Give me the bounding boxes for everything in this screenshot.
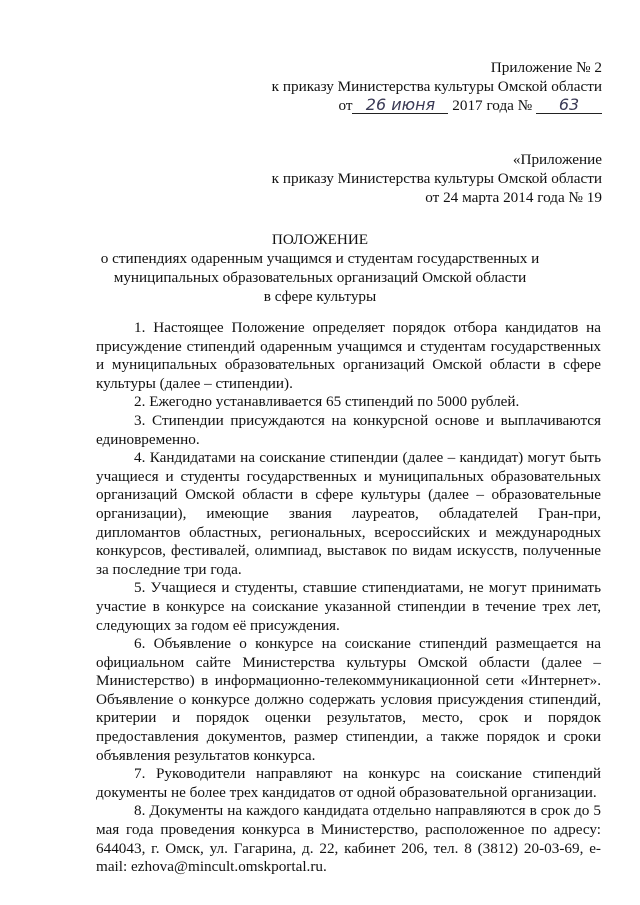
handwritten-date: 26 июня [352, 97, 448, 114]
annex-original-header [272, 150, 602, 207]
handwritten-order-number: 63 [536, 97, 602, 114]
annex-current-header [272, 58, 602, 115]
annex-date-line [272, 96, 602, 115]
annex-order-reference: к приказу Министерства культуры Омской области [271, 78, 602, 95]
title-heading: ПОЛОЖЕНИЕ [271, 231, 369, 248]
paragraph-7: 7. Руководители направляют на конкурс на соискание стипендий документы не более трех кандидатов от одной образовательной организации. [96, 765, 601, 801]
annex-original-title: «Приложение [512, 151, 602, 168]
annex-title: Приложение № 2 [490, 59, 602, 76]
document-title [80, 230, 560, 306]
annex-original-date-line: от 24 марта 2014 года № 19 [425, 189, 602, 206]
paragraph-1: 1. Настоящее Положение определяет порядок отбора кандидатов на присуждение стипендий одаренным учащимся и студентам государственных и муниципальных образовательных организаций Омской области в сфере культуры (далее – стипендии). [96, 319, 601, 392]
paragraph-6: 6. Объявление о конкурсе на соискание стипендий размещается на официальном сайте Министерства культуры Омской области (далее – Министерство) в информационно-телекоммуникационной сети «Интернет». Объявление о конкурсе должно содержать условия присуждения стипендий, критерии и порядок оценки результатов, место, срок и порядок предоставления документов, размер стипендии, а также порядок и сроки объявления результатов конкурса. [96, 635, 601, 764]
paragraph-3: 3. Стипендии присуждаются на конкурсной основе и выплачиваются единовременно. [96, 411, 601, 448]
date-year: 2017 года № [452, 97, 533, 114]
title-line-2: муниципальных образовательных организаций Омской области [113, 269, 527, 286]
paragraph-2: 2. Ежегодно устанавливается 65 стипендий по 5000 рублей. [134, 393, 520, 411]
paragraph-8: 8. Документы на каждого кандидата отдельно направляются в срок до 5 мая года проведения конкурса в Министерство, расположенное по адресу: 644043, г. Омск, ул. Гагарина, д. 22, кабинет 206, тел. 8 (3812) 20-03-69, e-mail: ezhova@mincult.omskportal.ru. [96, 802, 601, 876]
paragraph-4: 4. Кандидатами на соискание стипендии (далее – кандидат) могут быть учащиеся и студенты государственных и муниципальных образовательных организаций Омской области в сфере культуры (далее – образовательные организации), имеющие звания лауреатов, обладателей Гран-при, дипломантов областных, региональных, всероссийских и международных конкурсов, фестивалей, олимпиад, выставок по видам искусств, полученные за последние три года. [96, 449, 601, 578]
annex-original-order-reference: к приказу Министерства культуры Омской области [271, 170, 602, 187]
paragraph-5: 5. Учащиеся и студенты, ставшие стипендиатами, не могут принимать участие в конкурсе на соискание указанной стипендии в течение трех лет, следующих за годом её присуждения. [96, 579, 601, 634]
date-prefix: от [338, 97, 353, 114]
title-line-1: о стипендиях одаренным учащимся и студентам государственных и [100, 250, 540, 267]
document-body [96, 319, 601, 877]
title-line-3: в сфере культуры [263, 288, 377, 305]
